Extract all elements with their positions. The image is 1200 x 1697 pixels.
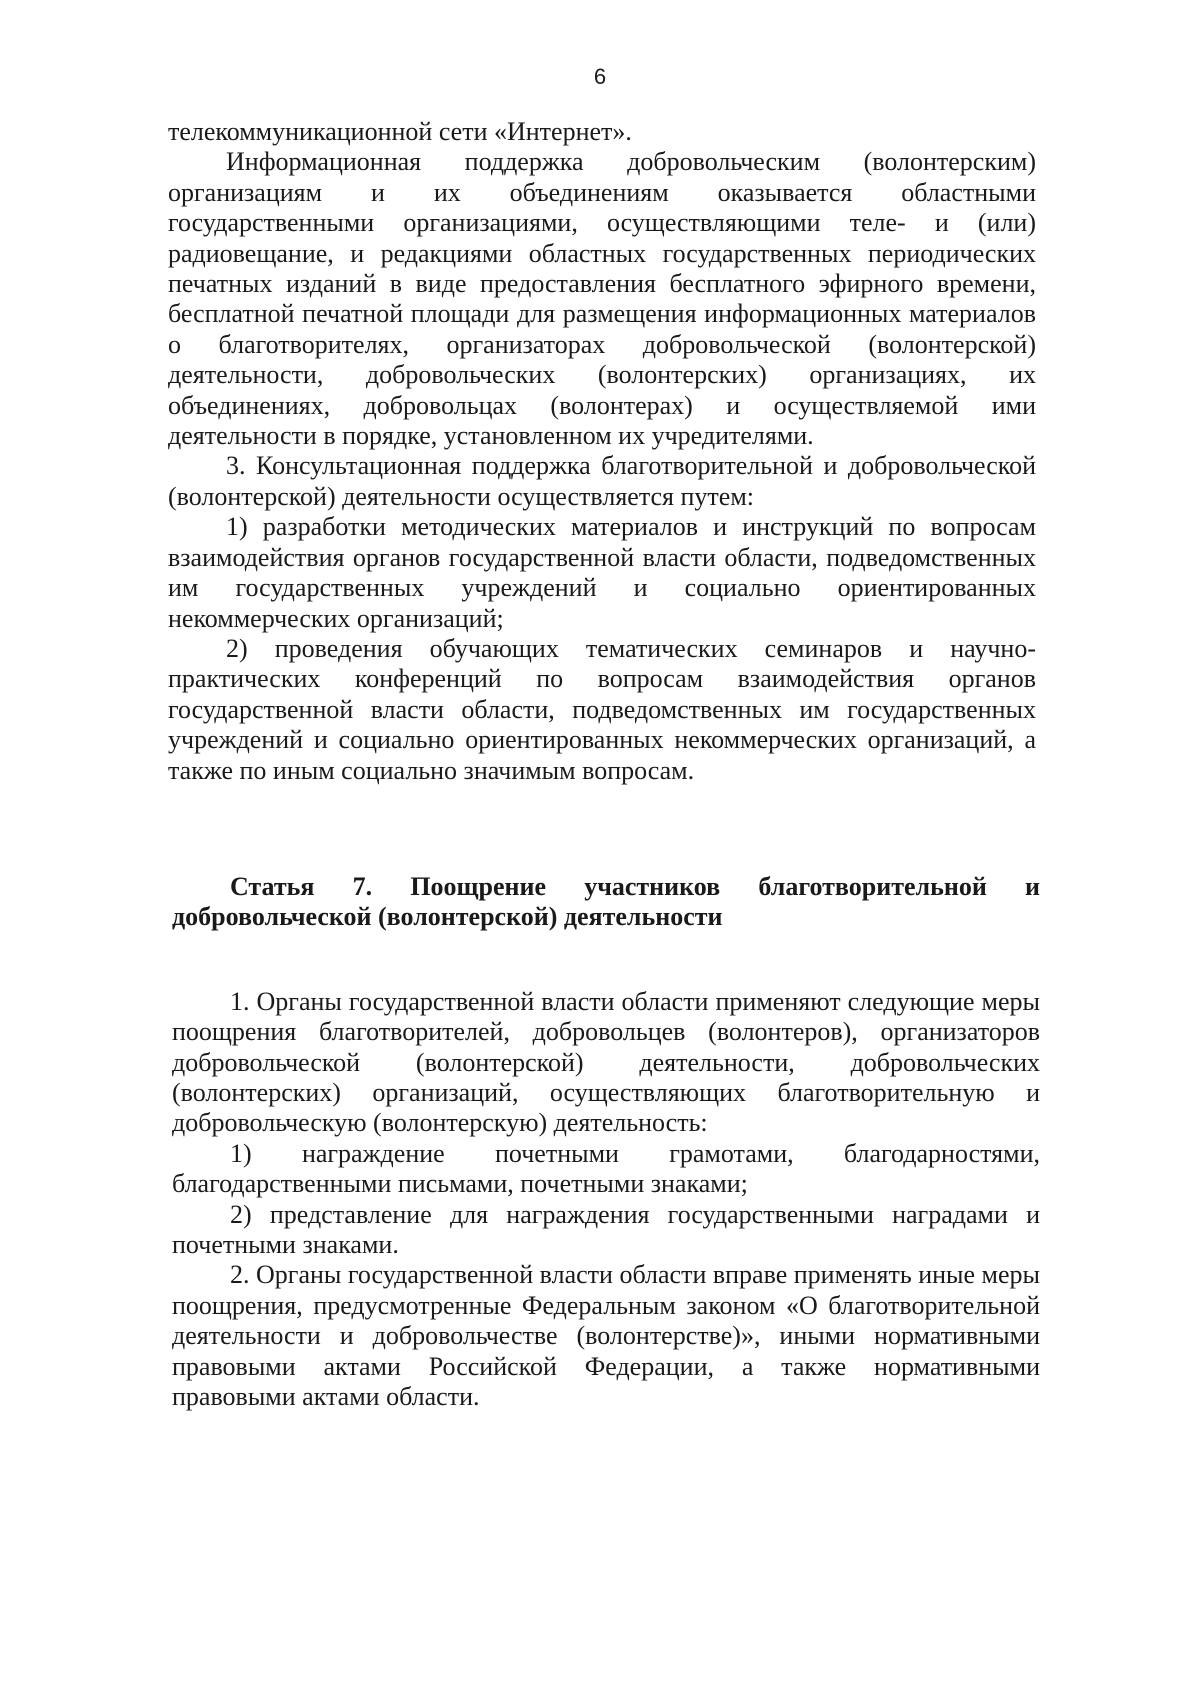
paragraph-continuation: телекоммуникационной сети «Интернет». bbox=[168, 117, 632, 146]
paragraph-incentive-measures: 1. Органы государственной власти области применяют следующие меры поощрения благотворителей, добровольцев (волонтеров), организаторов добровольческой (волонтерской) деятельности, добровольческих (волонтерских) организаций, осуществляющих благотворительную и добровольческую (волонтерскую) деятельность: bbox=[172, 986, 1040, 1138]
continued-text-block bbox=[168, 117, 1036, 786]
article-heading: Статья 7. Поощрение участников благотворительной и добровольческой (волонтерской) деятельности bbox=[172, 872, 1040, 932]
list-item-awards: 1) награждение почетными грамотами, благодарностями, благодарственными письмами, почетными знаками; bbox=[172, 1138, 1040, 1199]
list-item-methodical-materials: 1) разработки методических материалов и инструкций по вопросам взаимодействия органов государственной власти области, подведомственных им государственных учреждений и социально ориентированных некоммерческих организаций; bbox=[168, 512, 1036, 633]
list-item-state-awards: 2) представление для награждения государственными наградами и почетными знаками. bbox=[172, 1199, 1040, 1260]
article-7-section bbox=[172, 872, 1040, 1413]
paragraph-other-measures: 2. Органы государственной власти области вправе применять иные меры поощрения, предусмотренные Федеральным законом «О благотворительной деятельности и добровольчестве (волонтерстве)», иными нормативными правовыми актами Российской Федерации, а также нормативными правовыми актами области. bbox=[172, 1260, 1040, 1412]
paragraph-information-support: Информационная поддержка добровольческим (волонтерским) организациям и их объединениям оказывается областными государственными организациями, осуществляющими теле- и (или) радиовещание, и редакциями областных государственных периодических печатных изданий в виде предоставления бесплатного эфирного времени, бесплатной печатной площади для размещения информационных материалов о благотворителях, организаторах добровольческой (волонтерской) деятельности, добровольческих (волонтерских) организациях, их объединениях, добровольцах (волонтерах) и осуществляемой ими деятельности в порядке, установленном их учредителями. bbox=[168, 147, 1036, 451]
page-number: 6 bbox=[593, 64, 607, 89]
list-item-seminars: 2) проведения обучающих тематических семинаров и научно-практических конференций по вопросам взаимодействия органов государственной власти области, подведомственных им государственных учреждений и социально ориентированных некоммерческих организаций, а также по иным социально значимым вопросам. bbox=[168, 633, 1036, 785]
paragraph-consulting-support: 3. Консультационная поддержка благотворительной и добровольческой (волонтерской) деятельности осуществляется путем: bbox=[168, 451, 1036, 511]
